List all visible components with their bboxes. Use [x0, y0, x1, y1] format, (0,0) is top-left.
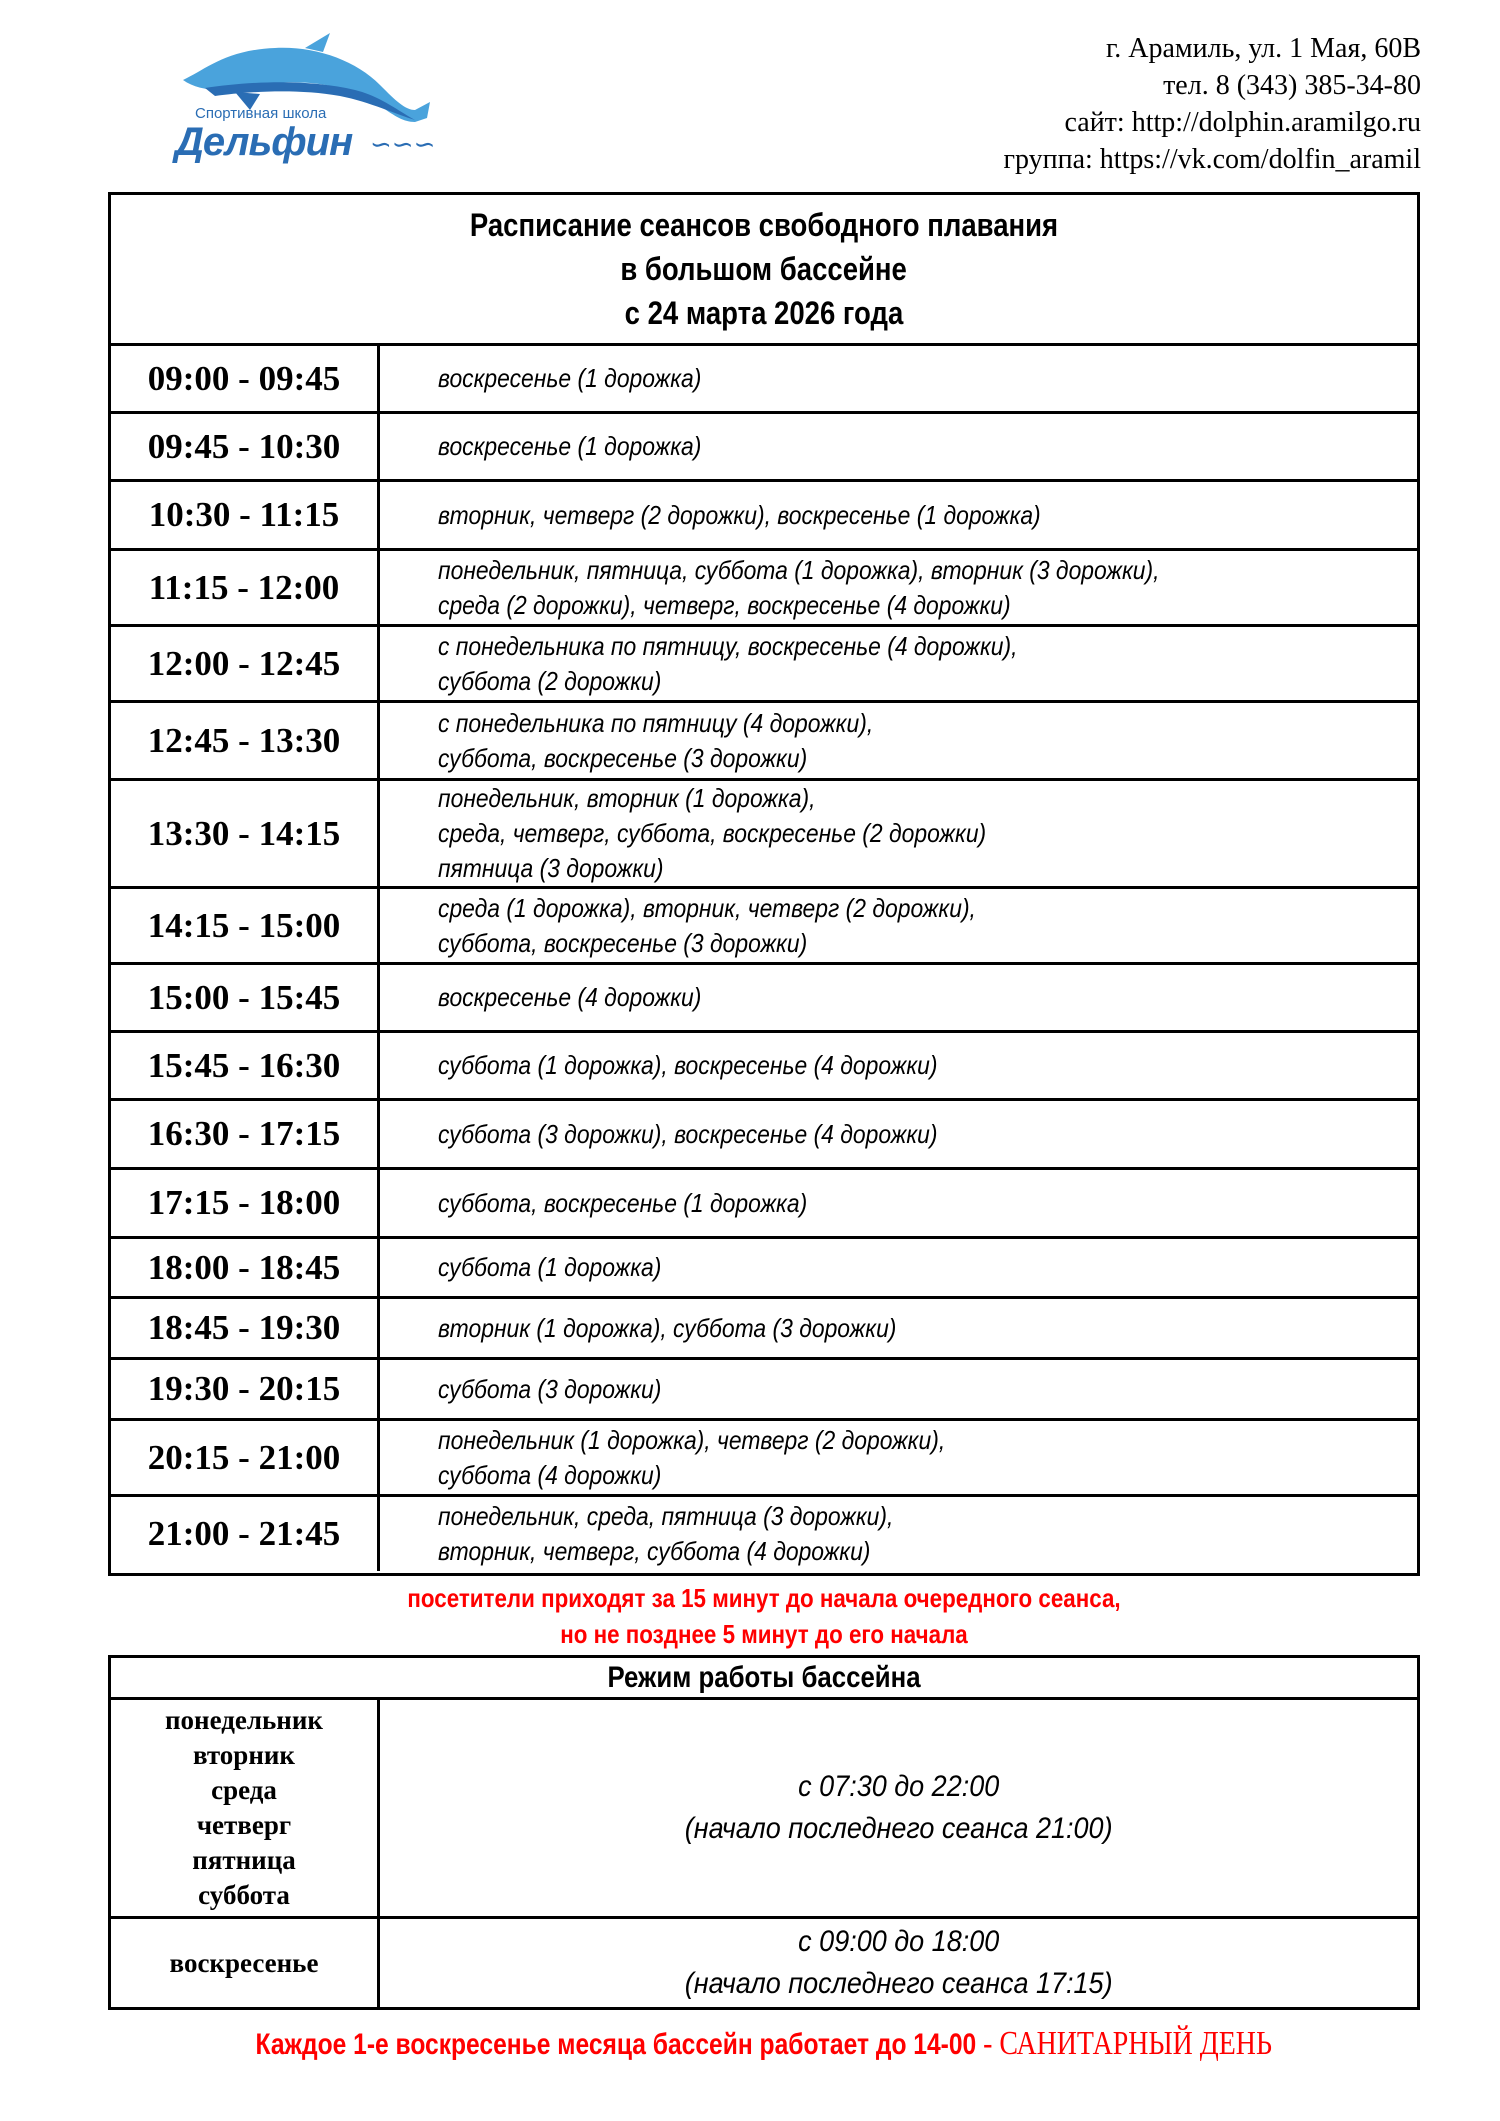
- website-link[interactable]: сайт: http://dolphin.aramilgo.ru: [1064, 107, 1421, 138]
- last-session: (начало последнего сеанса 21:00): [684, 1812, 1113, 1845]
- session-lanes: [380, 965, 1417, 1030]
- session-time: 14:15 - 15:00: [111, 889, 380, 962]
- lane-line: понедельник, вторник (1 дорожка),: [438, 783, 816, 813]
- session-lanes: [380, 346, 1417, 411]
- table-row: [111, 781, 1417, 889]
- waves-icon: ∽∽∽: [370, 130, 436, 159]
- days-list: [111, 1919, 380, 2007]
- lane-line: с понедельника по пятницу, воскресенье (4 дорожки),: [438, 630, 1018, 661]
- table-row: [111, 965, 1417, 1033]
- table-row: [111, 482, 1417, 551]
- lane-line: понедельник (1 дорожка), четверг (2 дорожки),: [438, 1424, 946, 1455]
- contact-info: [1004, 30, 1421, 178]
- session-lanes: [380, 1299, 1417, 1357]
- session-lanes: [380, 889, 1417, 962]
- session-lanes: [380, 1421, 1417, 1494]
- day-label: суббота: [198, 1880, 290, 1910]
- session-time: 21:00 - 21:45: [111, 1497, 380, 1571]
- table-row: [111, 1033, 1417, 1101]
- days-list: [111, 1700, 380, 1916]
- lane-line: суббота (3 дорожки), воскресенье (4 дорожки): [438, 1118, 938, 1149]
- hours-cell: [380, 1700, 1417, 1916]
- session-time: 17:15 - 18:00: [111, 1170, 380, 1236]
- arrival-note: посетители приходят за 15 минут до начала очередного сеанса, но не позднее 5 минут до его начала: [407, 1583, 1121, 1649]
- table-row: [111, 627, 1417, 703]
- lane-line: суббота (3 дорожки): [438, 1373, 662, 1404]
- session-time: 09:45 - 10:30: [111, 414, 380, 479]
- session-lanes: [380, 1239, 1417, 1296]
- sanitary-day-note: Каждое 1-е воскресенье месяца бассейн работает до 14-00 - САНИТАРНЫЙ ДЕНЬ: [255, 2025, 1273, 2062]
- phone: тел. 8 (343) 385-34-80: [1163, 70, 1421, 101]
- session-lanes: [380, 1033, 1417, 1098]
- session-time: 09:00 - 09:45: [111, 346, 380, 411]
- table-row: [111, 1170, 1417, 1239]
- opening-hours: с 09:00 до 18:00: [797, 1925, 1000, 1958]
- session-lanes: [380, 1170, 1417, 1236]
- session-time: 11:15 - 12:00: [111, 551, 380, 624]
- session-lanes: [380, 781, 1417, 886]
- session-time: 18:00 - 18:45: [111, 1239, 380, 1296]
- lane-line: среда (2 дорожки), четверг, воскресенье (4 дорожки): [438, 589, 1011, 620]
- session-time: 12:45 - 13:30: [111, 703, 380, 778]
- session-lanes: [380, 1101, 1417, 1167]
- lane-line: понедельник, пятница, суббота (1 дорожка), вторник (3 дорожки),: [438, 554, 1160, 585]
- vk-group-link[interactable]: группа: https://vk.com/dolfin_aramil: [1003, 144, 1421, 175]
- session-time: 13:30 - 14:15: [111, 781, 380, 886]
- address: г. Арамиль, ул. 1 Мая, 60В: [1105, 33, 1421, 64]
- session-time: 15:45 - 16:30: [111, 1033, 380, 1098]
- day-label: среда: [211, 1775, 277, 1805]
- lane-line: среда, четверг, суббота, воскресенье (2 дорожки): [438, 818, 987, 848]
- table-row: [111, 551, 1417, 627]
- lane-line: среда (1 дорожка), вторник, четверг (2 дорожки),: [438, 892, 976, 923]
- table-row: [111, 1360, 1417, 1421]
- session-lanes: [380, 703, 1417, 778]
- lane-line: суббота (2 дорожки): [438, 665, 662, 696]
- day-label: пятница: [192, 1845, 296, 1875]
- logo-name: Дельфин: [175, 120, 353, 164]
- session-time: 20:15 - 21:00: [111, 1421, 380, 1494]
- lane-line: пятница (3 дорожки): [438, 853, 664, 883]
- schedule-title: Расписание сеансов свободного плавания в большом бассейне с 24 марта 2026 года: [111, 195, 1417, 346]
- session-time: 15:00 - 15:45: [111, 965, 380, 1030]
- session-time: 12:00 - 12:45: [111, 627, 380, 700]
- logo-subtitle: Спортивная школа: [195, 105, 327, 122]
- day-label: четверг: [196, 1810, 292, 1840]
- lane-line: суббота (4 дорожки): [438, 1459, 662, 1490]
- lane-line: суббота, воскресенье (3 дорожки): [438, 927, 808, 958]
- lane-line: суббота, воскресенье (3 дорожки): [438, 742, 808, 773]
- lane-line: воскресенье (1 дорожка): [438, 363, 702, 393]
- day-label: вторник: [192, 1740, 295, 1770]
- session-lanes: [380, 551, 1417, 624]
- working-hours-table: [108, 1655, 1420, 2010]
- opening-hours: с 07:30 до 22:00: [797, 1770, 1000, 1803]
- lane-line: суббота, воскресенье (1 дорожка): [438, 1187, 808, 1218]
- session-time: 18:45 - 19:30: [111, 1299, 380, 1357]
- session-time: 16:30 - 17:15: [111, 1101, 380, 1167]
- lane-line: понедельник, среда, пятница (3 дорожки),: [438, 1501, 894, 1531]
- hours-cell: [380, 1919, 1417, 2007]
- day-label: воскресенье: [169, 1947, 319, 1978]
- day-label: понедельник: [165, 1705, 323, 1735]
- table-row: [111, 1497, 1417, 1571]
- dolphin-logo: [165, 30, 465, 170]
- session-time: 19:30 - 20:15: [111, 1360, 380, 1418]
- session-lanes: [380, 1360, 1417, 1418]
- lane-line: воскресенье (4 дорожки): [438, 982, 702, 1012]
- session-lanes: [380, 414, 1417, 479]
- table-row: [111, 1101, 1417, 1170]
- working-hours-row: [111, 1919, 1417, 2007]
- table-row: [111, 1299, 1417, 1360]
- table-row: [111, 889, 1417, 965]
- schedule-table: [108, 192, 1420, 1576]
- working-hours-header: Режим работы бассейна: [111, 1658, 1417, 1700]
- table-row: [111, 414, 1417, 482]
- lane-line: вторник, четверг, суббота (4 дорожки): [438, 1536, 871, 1566]
- lane-line: с понедельника по пятницу (4 дорожки),: [438, 707, 874, 738]
- session-lanes: [380, 627, 1417, 700]
- table-row: [111, 703, 1417, 781]
- session-lanes: [380, 482, 1417, 548]
- sanitary-day-highlight: - САНИТАРНЫЙ ДЕНЬ: [983, 2025, 1273, 2062]
- lane-line: вторник (1 дорожка), суббота (3 дорожки): [438, 1312, 897, 1343]
- lane-line: суббота (1 дорожка), воскресенье (4 дорожки): [438, 1050, 938, 1080]
- session-time: 10:30 - 11:15: [111, 482, 380, 548]
- lane-line: вторник, четверг (2 дорожки), воскресенье (1 дорожка): [438, 499, 1041, 530]
- lane-line: воскресенье (1 дорожка): [438, 431, 702, 461]
- last-session: (начало последнего сеанса 17:15): [684, 1967, 1113, 2000]
- table-row: [111, 1239, 1417, 1299]
- lane-line: суббота (1 дорожка): [438, 1252, 662, 1282]
- session-lanes: [380, 1497, 1417, 1571]
- table-row: [111, 1421, 1417, 1497]
- table-row: [111, 346, 1417, 414]
- working-hours-row: [111, 1700, 1417, 1919]
